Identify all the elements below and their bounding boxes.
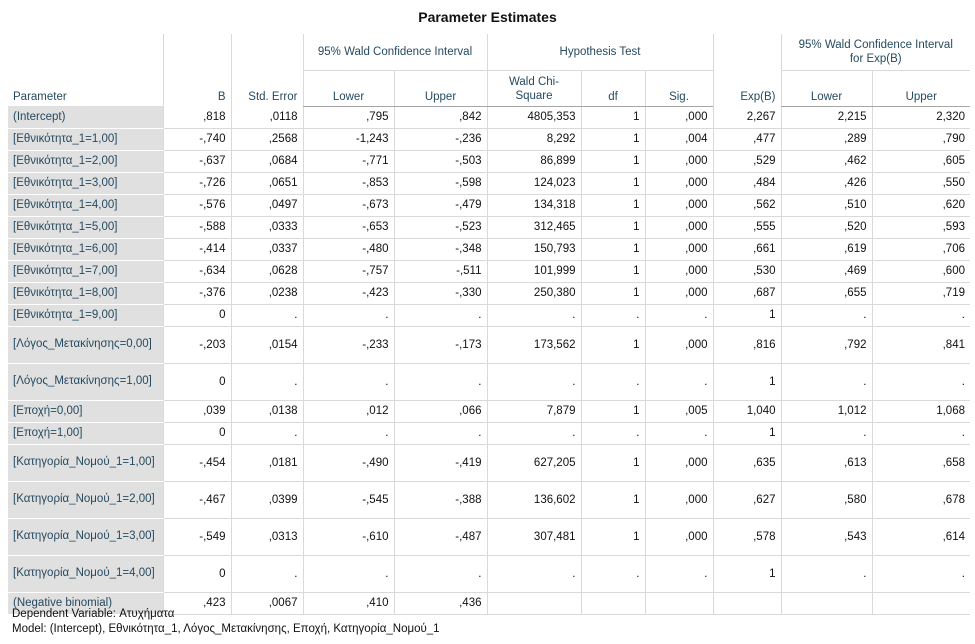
cell-sig: ,000 [645,518,713,555]
cell-b: 0 [163,555,231,592]
cell-sig: ,000 [645,260,713,282]
footer-dependent-variable: Dependent Variable: Ατυχήματα [12,608,175,620]
cell-eupper: ,658 [872,444,970,481]
cell-wald: 124,023 [487,172,581,194]
cell-upper: -,419 [394,444,487,481]
cell-lower: . [303,363,394,400]
table-row [8,194,970,216]
table-row [8,260,970,282]
cell-b: -,376 [163,282,231,304]
cell-df: . [581,422,645,444]
cell-eupper: ,719 [872,282,970,304]
cell-se: ,0651 [231,172,303,194]
cell-param: [Κατηγορία_Νομού_1=2,00] [8,481,163,518]
header-wald-ci: 95% Wald Confidence Interval [303,34,487,70]
cell-upper: -,523 [394,216,487,238]
cell-expb: ,530 [713,260,781,282]
table-body [8,106,970,614]
table-row [8,150,970,172]
header-df: df [581,70,645,106]
cell-param: [Εποχή=1,00] [8,422,163,444]
cell-df: 1 [581,282,645,304]
cell-elower: ,520 [781,216,872,238]
table-row [8,555,970,592]
cell-eupper: ,605 [872,150,970,172]
cell-lower: -,545 [303,481,394,518]
cell-upper: . [394,555,487,592]
cell-param: [Λόγος_Μετακίνησης=1,00] [8,363,163,400]
cell-wald: 4805,353 [487,106,581,128]
table-footer [12,607,440,637]
table-row [8,172,970,194]
cell-b: -,454 [163,444,231,481]
cell-eupper: 2,320 [872,106,970,128]
cell-eupper: ,790 [872,128,970,150]
table-row [8,326,970,363]
cell-lower: ,012 [303,400,394,422]
cell-wald: . [487,363,581,400]
cell-sig: . [645,555,713,592]
cell-upper: -,598 [394,172,487,194]
header-sig: Sig. [645,70,713,106]
cell-expb: 1,040 [713,400,781,422]
cell-expb: 1 [713,555,781,592]
cell-wald: . [487,422,581,444]
cell-lower: . [303,304,394,326]
cell-df: 1 [581,518,645,555]
cell-df: 1 [581,260,645,282]
cell-elower: ,792 [781,326,872,363]
cell-upper: ,436 [394,592,487,614]
cell-upper: -,503 [394,150,487,172]
cell-expb: ,635 [713,444,781,481]
cell-se: ,0067 [231,592,303,614]
cell-lower: ,795 [303,106,394,128]
cell-eupper: . [872,363,970,400]
cell-param: [Εθνικότητα_1=6,00] [8,238,163,260]
cell-eupper: ,841 [872,326,970,363]
cell-df: 1 [581,150,645,172]
cell-elower: . [781,422,872,444]
cell-se: ,0684 [231,150,303,172]
cell-b: -,576 [163,194,231,216]
cell-expb: ,627 [713,481,781,518]
cell-wald: 150,793 [487,238,581,260]
cell-se: . [231,555,303,592]
cell-elower: ,619 [781,238,872,260]
cell-df: . [581,363,645,400]
cell-lower: -1,243 [303,128,394,150]
cell-wald: 250,380 [487,282,581,304]
cell-eupper: 1,068 [872,400,970,422]
cell-eupper: ,706 [872,238,970,260]
cell-param: [Εθνικότητα_1=4,00] [8,194,163,216]
cell-eupper: . [872,555,970,592]
cell-df: 1 [581,481,645,518]
header-exp-upper: Upper [872,70,970,106]
cell-sig: . [645,363,713,400]
cell-df: . [581,304,645,326]
cell-upper: -,388 [394,481,487,518]
cell-wald: 312,465 [487,216,581,238]
cell-wald: 134,318 [487,194,581,216]
table-row [8,518,970,555]
cell-eupper: ,550 [872,172,970,194]
table-row [8,422,970,444]
cell-expb: 1 [713,422,781,444]
cell-expb: 1 [713,304,781,326]
cell-expb: ,562 [713,194,781,216]
cell-param: [Κατηγορία_Νομού_1=4,00] [8,555,163,592]
cell-wald: 86,899 [487,150,581,172]
cell-sig: . [645,422,713,444]
cell-sig: ,000 [645,150,713,172]
cell-param: [Κατηγορία_Νομού_1=3,00] [8,518,163,555]
cell-se: ,0118 [231,106,303,128]
header-upper: Upper [394,70,487,106]
cell-wald: 101,999 [487,260,581,282]
cell-eupper: ,600 [872,260,970,282]
table-row [8,282,970,304]
cell-elower: ,289 [781,128,872,150]
cell-b: ,039 [163,400,231,422]
cell-sig: ,000 [645,106,713,128]
header-hypothesis-test: Hypothesis Test [487,34,713,70]
cell-sig: ,004 [645,128,713,150]
cell-expb: ,816 [713,326,781,363]
cell-lower: -,610 [303,518,394,555]
table-row [8,363,970,400]
cell-expb: ,477 [713,128,781,150]
cell-sig: ,000 [645,481,713,518]
table-row [8,106,970,128]
header-exp-b: Exp(B) [713,34,781,106]
cell-elower: ,469 [781,260,872,282]
header-wald-chi-square [487,70,581,106]
cell-b: -,588 [163,216,231,238]
cell-expb: ,578 [713,518,781,555]
cell-lower: . [303,555,394,592]
header-wald-chi-line2: Square [515,89,553,102]
cell-b: -,414 [163,238,231,260]
cell-se: ,0333 [231,216,303,238]
cell-lower: -,233 [303,326,394,363]
cell-param: [Εθνικότητα_1=9,00] [8,304,163,326]
cell-param: [Εθνικότητα_1=8,00] [8,282,163,304]
cell-se: ,0181 [231,444,303,481]
cell-expb: 2,267 [713,106,781,128]
cell-df: 1 [581,400,645,422]
cell-param: [Εθνικότητα_1=5,00] [8,216,163,238]
cell-eupper: . [872,422,970,444]
table-row [8,238,970,260]
cell-eupper: ,614 [872,518,970,555]
header-exp-ci [781,34,970,70]
cell-wald: 173,562 [487,326,581,363]
cell-lower: -,653 [303,216,394,238]
cell-df: 1 [581,128,645,150]
cell-b: -,203 [163,326,231,363]
cell-eupper [872,592,970,614]
cell-elower: 1,012 [781,400,872,422]
cell-se: ,0628 [231,260,303,282]
cell-sig: ,000 [645,238,713,260]
cell-b: 0 [163,304,231,326]
cell-expb: ,555 [713,216,781,238]
cell-b: ,818 [163,106,231,128]
cell-param: [Εθνικότητα_1=7,00] [8,260,163,282]
table-row [8,128,970,150]
header-wald-chi-line1: Wald Chi- [508,75,560,88]
cell-elower: ,543 [781,518,872,555]
cell-param: [Κατηγορία_Νομού_1=1,00] [8,444,163,481]
cell-df: . [581,555,645,592]
cell-b: -,637 [163,150,231,172]
cell-wald: 7,879 [487,400,581,422]
header-b: B [163,34,231,106]
cell-lower: -,853 [303,172,394,194]
cell-elower: ,613 [781,444,872,481]
cell-sig: ,000 [645,444,713,481]
cell-df: 1 [581,444,645,481]
cell-wald: . [487,304,581,326]
cell-eupper: ,620 [872,194,970,216]
header-std-error: Std. Error [231,34,303,106]
cell-elower [781,592,872,614]
cell-lower: -,423 [303,282,394,304]
header-exp-ci-line1: 95% Wald Confidence Interval [798,38,953,51]
cell-param: (Intercept) [8,106,163,128]
header-lower: Lower [303,70,394,106]
cell-b: -,740 [163,128,231,150]
cell-df [581,592,645,614]
cell-df: 1 [581,216,645,238]
cell-elower: ,655 [781,282,872,304]
cell-df: 1 [581,106,645,128]
cell-b: -,549 [163,518,231,555]
cell-lower: -,771 [303,150,394,172]
cell-elower: 2,215 [781,106,872,128]
cell-df: 1 [581,194,645,216]
cell-param: [Λόγος_Μετακίνησης=0,00] [8,326,163,363]
cell-se: ,0399 [231,481,303,518]
cell-upper: -,236 [394,128,487,150]
cell-expb: 1 [713,363,781,400]
cell-sig: . [645,304,713,326]
cell-b: -,726 [163,172,231,194]
cell-elower: . [781,363,872,400]
cell-b: -,467 [163,481,231,518]
cell-eupper: . [872,304,970,326]
cell-df: 1 [581,172,645,194]
cell-param: [Εθνικότητα_1=2,00] [8,150,163,172]
cell-se: . [231,304,303,326]
footer-model: Model: (Intercept), Εθνικότητα_1, Λόγος_Μετακίνησης, Εποχή, Κατηγορία_Νομού_1 [12,623,440,635]
table-title: Parameter Estimates [418,9,557,25]
cell-lower: -,480 [303,238,394,260]
cell-se: ,2568 [231,128,303,150]
cell-lower: -,490 [303,444,394,481]
cell-elower: ,426 [781,172,872,194]
cell-upper: . [394,422,487,444]
cell-wald: 627,205 [487,444,581,481]
cell-wald: . [487,555,581,592]
parameter-estimates-table [8,34,970,615]
cell-lower: ,410 [303,592,394,614]
cell-upper: -,479 [394,194,487,216]
cell-elower: ,510 [781,194,872,216]
cell-expb: ,661 [713,238,781,260]
cell-elower: . [781,304,872,326]
cell-sig: ,000 [645,194,713,216]
cell-se: ,0238 [231,282,303,304]
cell-se: ,0313 [231,518,303,555]
cell-df: 1 [581,238,645,260]
cell-b: 0 [163,422,231,444]
cell-eupper: ,678 [872,481,970,518]
cell-se: . [231,363,303,400]
cell-upper: ,066 [394,400,487,422]
cell-wald: 307,481 [487,518,581,555]
header-exp-ci-line2: for Exp(B) [849,52,902,65]
cell-se: ,0154 [231,326,303,363]
cell-b: -,634 [163,260,231,282]
cell-b: ,423 [163,592,231,614]
cell-b: 0 [163,363,231,400]
cell-upper: ,842 [394,106,487,128]
table-row [8,216,970,238]
cell-param: [Εθνικότητα_1=3,00] [8,172,163,194]
cell-sig: ,000 [645,172,713,194]
header-exp-lower: Lower [781,70,872,106]
cell-upper: . [394,304,487,326]
cell-se: ,0497 [231,194,303,216]
cell-sig [645,592,713,614]
cell-expb [713,592,781,614]
cell-expb: ,687 [713,282,781,304]
cell-se: . [231,422,303,444]
cell-sig: ,000 [645,282,713,304]
cell-elower: ,580 [781,481,872,518]
cell-param: (Negative binomial) [8,592,163,614]
cell-upper: -,487 [394,518,487,555]
cell-sig: ,000 [645,326,713,363]
cell-wald: 136,602 [487,481,581,518]
cell-lower: -,673 [303,194,394,216]
table-row [8,400,970,422]
cell-elower: . [781,555,872,592]
cell-se: ,0337 [231,238,303,260]
cell-param: [Εθνικότητα_1=1,00] [8,128,163,150]
cell-lower: . [303,422,394,444]
cell-expb: ,529 [713,150,781,172]
table-row [8,304,970,326]
cell-upper: . [394,363,487,400]
cell-upper: -,348 [394,238,487,260]
table-row [8,444,970,481]
cell-sig: ,000 [645,216,713,238]
cell-upper: -,511 [394,260,487,282]
cell-wald [487,592,581,614]
cell-se: ,0138 [231,400,303,422]
cell-upper: -,173 [394,326,487,363]
cell-expb: ,484 [713,172,781,194]
cell-upper: -,330 [394,282,487,304]
cell-elower: ,462 [781,150,872,172]
cell-lower: -,757 [303,260,394,282]
cell-eupper: ,593 [872,216,970,238]
cell-df: 1 [581,326,645,363]
cell-param: [Εποχή=0,00] [8,400,163,422]
cell-sig: ,005 [645,400,713,422]
header-parameter: Parameter [13,91,67,103]
table-row [8,481,970,518]
cell-wald: 8,292 [487,128,581,150]
